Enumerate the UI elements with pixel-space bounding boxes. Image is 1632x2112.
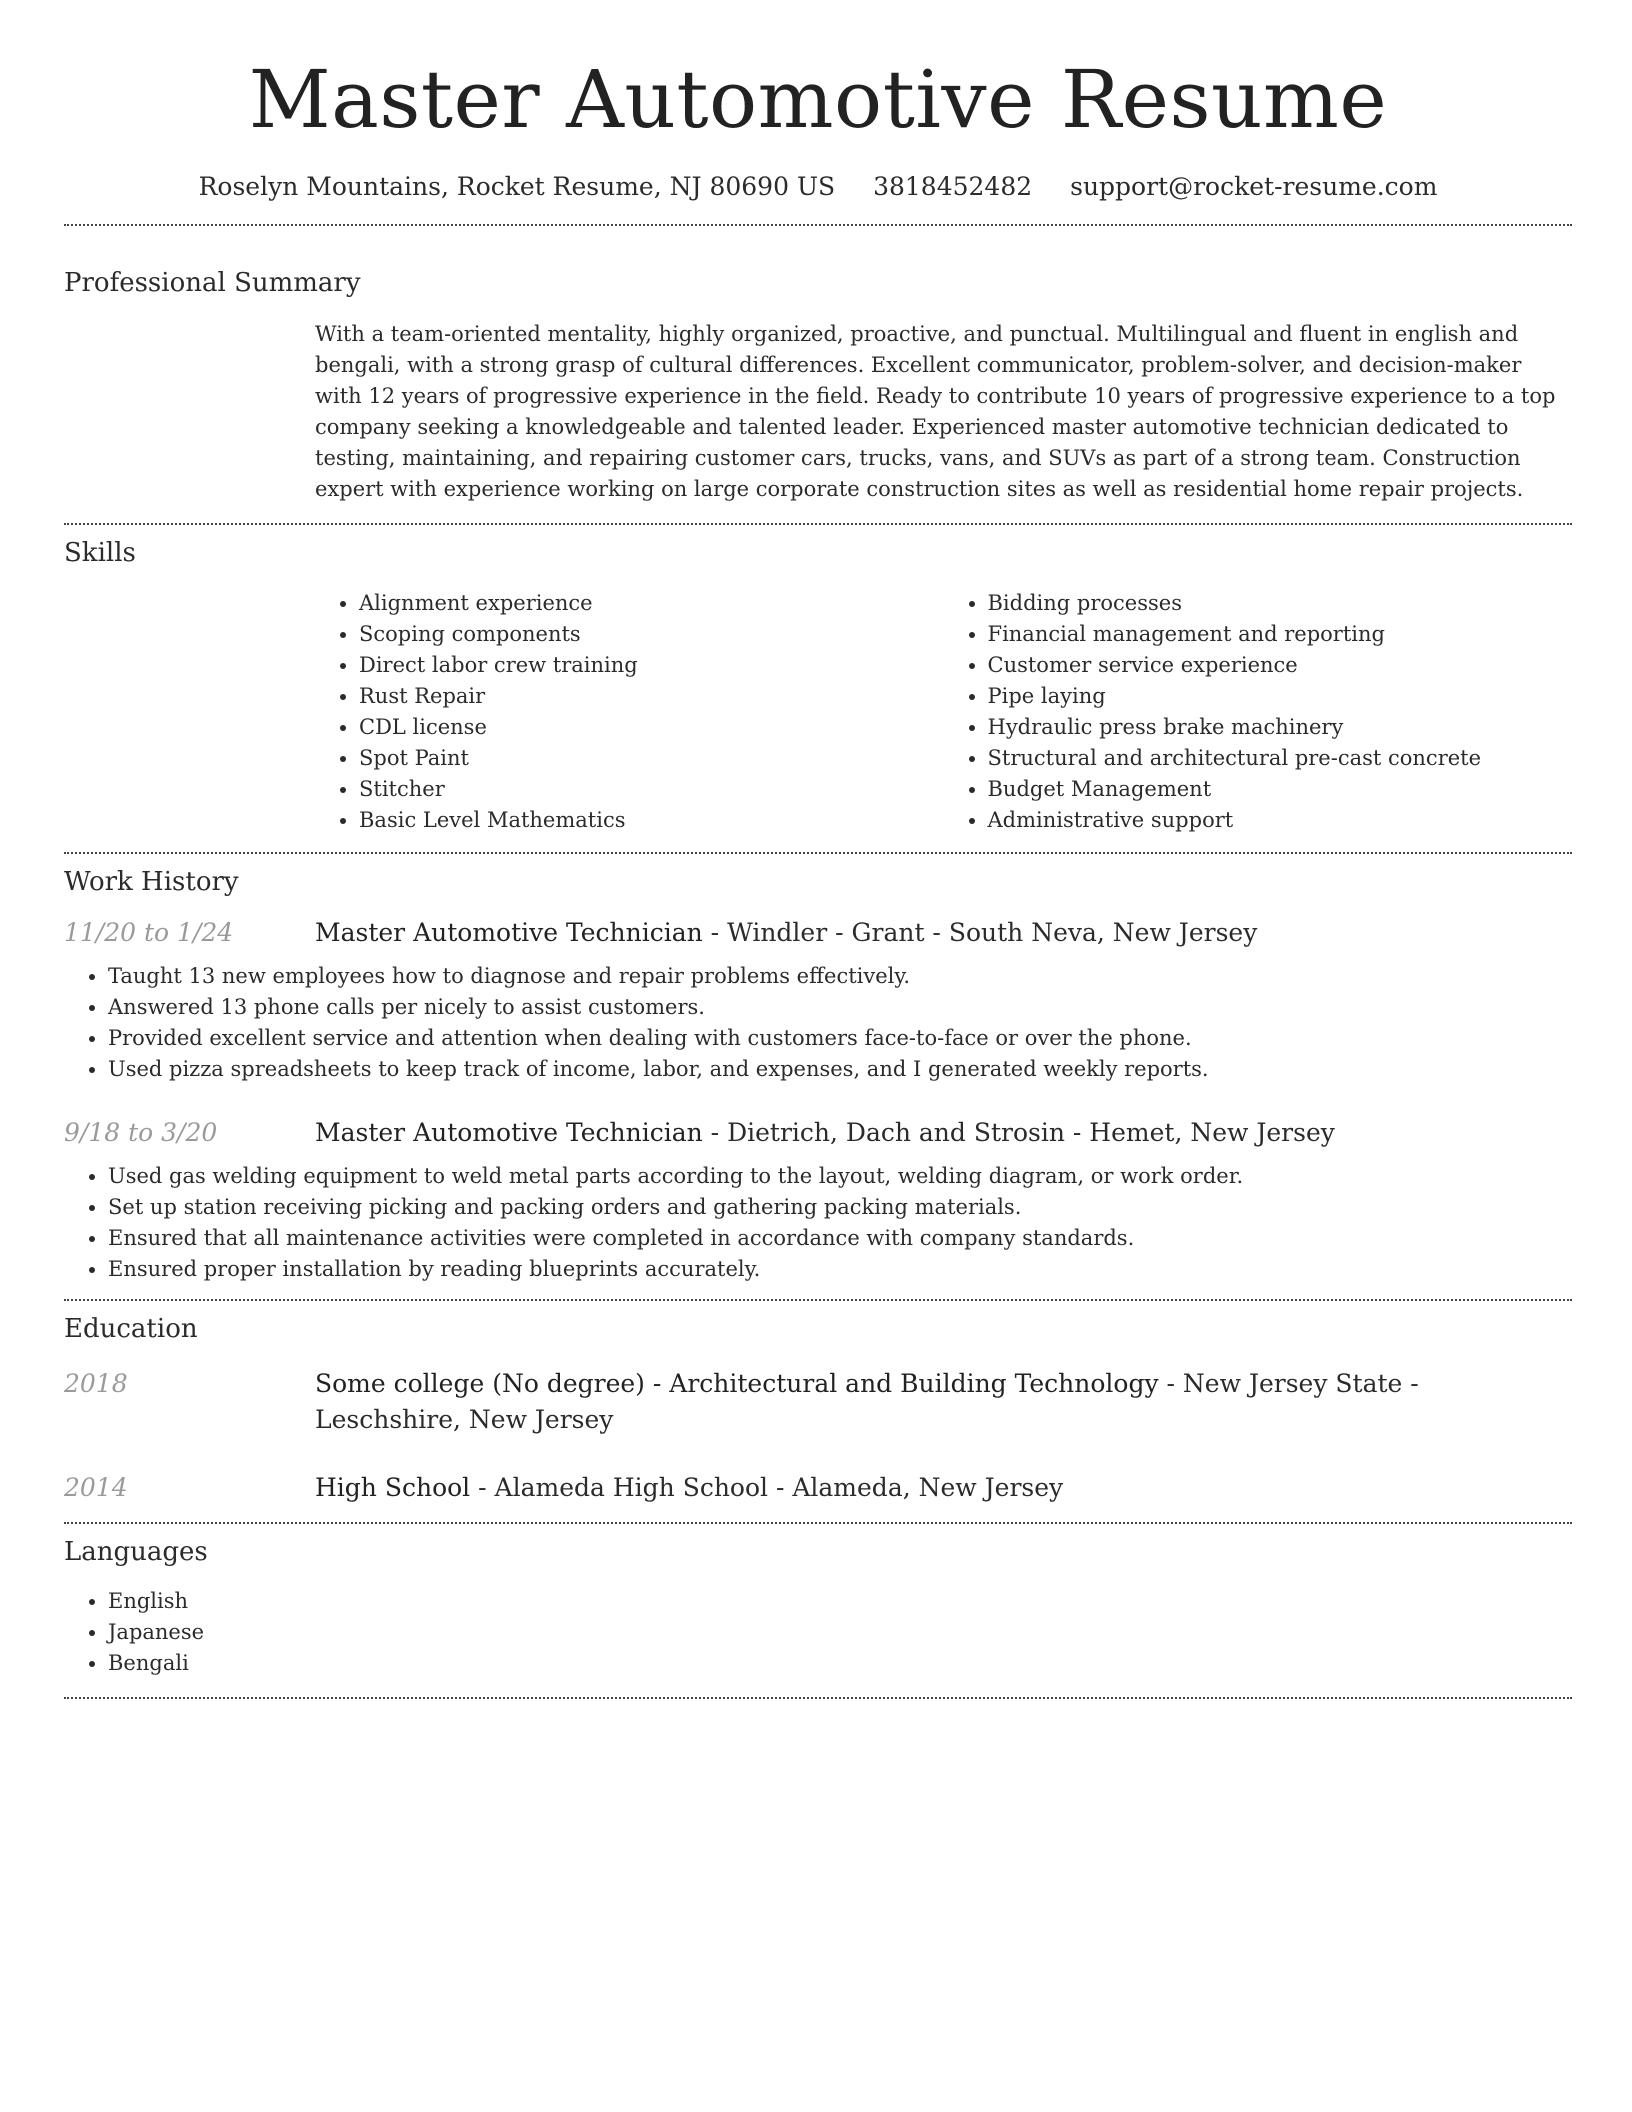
skill-item: • Scoping components [359,619,944,650]
job-separator: - [702,1118,728,1147]
contact-address: Roselyn Mountains, Rocket Resume, NJ 80690 US [198,172,836,201]
job-bullets [64,1161,1572,1285]
skill-item: • Rust Repair [359,681,944,712]
job-bullet: • Ensured proper installation by reading blueprints accurately. [108,1254,1572,1285]
job-bullet: • Taught 13 new employees how to diagnose and repair problems effectively. [108,961,1572,992]
resume-page [64,0,1572,1699]
section-title-skills: Skills [64,538,136,568]
education-degree: Some college (No degree) - Architectural and Building Technology [315,1369,1159,1398]
divider [64,1299,1572,1301]
job-heading [315,1115,1572,1151]
job-bullet: • Used pizza spreadsheets to keep track of income, labor, and expenses, and I generated weekly reports. [108,1054,1572,1085]
job-dates: 9/18 to 3/20 [64,1118,218,1147]
job-heading [315,915,1572,951]
language-item: • English [108,1586,1572,1617]
section-title-languages: Languages [64,1537,208,1567]
skill-item: • Financial management and reporting [988,619,1573,650]
contact-email[interactable]: support@rocket-resume.com [1070,172,1438,201]
job-company: Windler - Grant - South Neva, New Jersey [727,918,1258,947]
skill-item: • Bidding processes [988,588,1573,619]
language-item: • Japanese [108,1617,1572,1648]
job-bullet: • Provided excellent service and attention when dealing with customers face-to-face or over the phone. [108,1023,1572,1054]
job-bullets [64,961,1572,1085]
education-school: - Alameda High School - Alameda, New Jersey [470,1473,1064,1502]
job-bullet: • Used gas welding equipment to weld metal parts according to the layout, welding diagram, or work order. [108,1161,1572,1192]
summary-text: With a team-oriented mentality, highly organized, proactive, and punctual. Multilingual and fluent in english and bengali, with a strong grasp of cultural differences. Excellent communicator, problem-solver, and decision-maker with 12 years of progressive experience in the field. Ready to contribute 10 years of progressive experience to a top company seeking a knowledgeable and talented leader. Experienced master automotive technician dedicated to testing, maintaining, and repairing customer cars, trucks, vans, and SUVs as part of a strong team. Construction expert with experience working on large corporate construction sites as well as residential home repair projects. [315,322,1556,501]
skill-item: • CDL license [359,712,944,743]
language-item: • Bengali [108,1648,1572,1679]
resume-title: Master Automotive Resume [248,53,1388,146]
contact-phone: 3818452482 [873,172,1033,201]
job-bullet: • Ensured that all maintenance activities were completed in accordance with company standards. [108,1223,1572,1254]
job-entry [64,915,1572,951]
education-heading [315,1470,1572,1506]
skill-item: • Pipe laying [988,681,1573,712]
divider [64,1522,1572,1524]
skills-column-right [944,588,1573,836]
skill-item: • Structural and architectural pre-cast concrete [988,743,1573,774]
skill-item: • Budget Management [988,774,1573,805]
skill-item: • Basic Level Mathematics [359,805,944,836]
section-title-summary: Professional Summary [64,268,361,298]
divider [64,523,1572,525]
skill-item: • Alignment experience [359,588,944,619]
divider [64,852,1572,854]
job-title: Master Automotive Technician [315,1118,703,1147]
skill-item: • Direct labor crew training [359,650,944,681]
job-title: Master Automotive Technician [315,918,703,947]
education-heading [315,1366,1572,1438]
divider [64,224,1572,226]
languages-list [64,1586,1572,1679]
education-year: 2018 [64,1369,128,1398]
education-school: - New Jersey State - Leschshire, New Jersey [315,1369,1419,1434]
skill-item: • Administrative support [988,805,1573,836]
job-bullet: • Set up station receiving picking and packing orders and gathering packing materials. [108,1192,1572,1223]
education-degree: High School [315,1473,471,1502]
skill-item: • Spot Paint [359,743,944,774]
skill-item: • Hydraulic press brake machinery [988,712,1573,743]
job-bullet: • Answered 13 phone calls per nicely to assist customers. [108,992,1572,1023]
job-entry [64,1115,1572,1151]
section-title-education: Education [64,1314,198,1344]
skill-item: • Stitcher [359,774,944,805]
education-year: 2014 [64,1473,128,1502]
education-entry [64,1470,1572,1506]
job-dates: 11/20 to 1/24 [64,918,234,947]
skills-column-left [315,588,944,836]
divider [64,1697,1572,1699]
education-entry [64,1366,1572,1438]
skills-list [315,588,1572,836]
job-company: Dietrich, Dach and Strosin - Hemet, New Jersey [727,1118,1335,1147]
section-title-work: Work History [64,867,239,897]
skill-item: • Customer service experience [988,650,1573,681]
job-separator: - [702,918,728,947]
contact-line [64,170,1572,204]
